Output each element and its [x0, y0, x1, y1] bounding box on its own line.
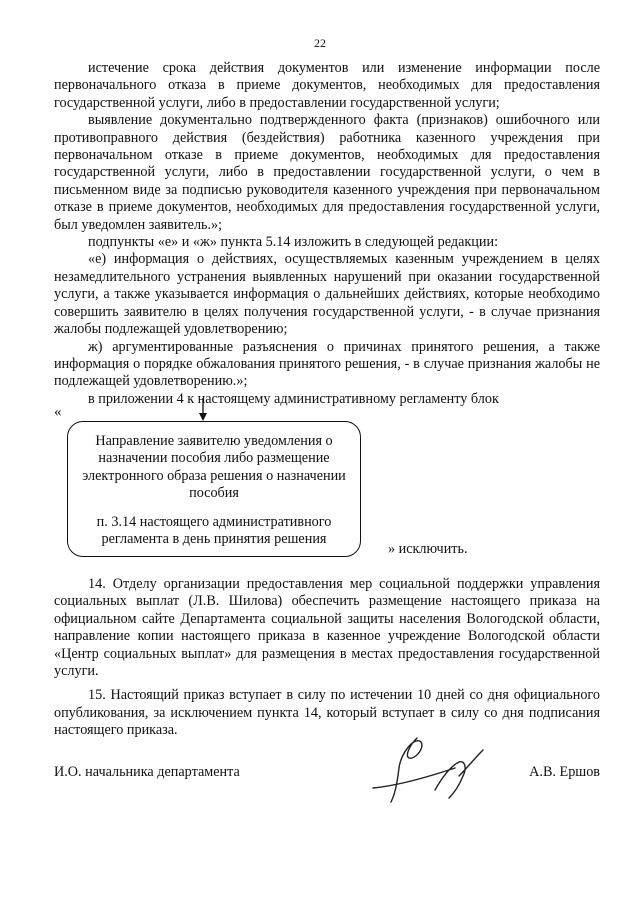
numbered-item: 14. Отделу организации предоставления мер социальной поддержки управления социальных выплат (Л.В. Шилова) обеспечить размещение настоящего приказа на официальном сайте Департамента социальной защиты населения Вологодской области, направление копии настоящего приказа в казенное учреждение Вологодской области «Центр социальных выплат» для размещения в местах предоставления государственной услуги.	[54, 576, 600, 680]
paragraph: ж) аргументированные разъяснения о причинах принятого решения, а также информация о порядке обжалования принятого решения, - в случае признания жалобы не подлежащей удовлетворению.»;	[54, 338, 600, 390]
paragraph: «е) информация о действиях, осуществляемых казенным учреждением в целях незамедлительного устранения выявленных нарушений при оказании государственной услуги, а также указывается информация о дальнейших действиях, которые необходимо совершить заявителю в целях получения государственной услуги, - в случае признания жалобы подлежащей удовлетворению;	[54, 251, 600, 338]
signer-title: И.О. начальника департамента	[54, 764, 240, 780]
body-text	[54, 60, 600, 408]
paragraph: в приложении 4 к настоящему административному регламенту блок	[88, 390, 499, 407]
down-arrow-icon	[196, 398, 210, 422]
page-number: 22	[314, 36, 326, 50]
opening-quote: «	[54, 404, 62, 420]
signer-name: А.В. Ершов	[529, 764, 600, 780]
flowchart-block	[67, 421, 361, 557]
exclude-text: » исключить.	[388, 541, 468, 557]
numbered-item: 15. Настоящий приказ вступает в силу по истечении 10 дней со дня официального опубликования, за исключением пункта 14, который вступает в силу со дня подписания настоящего приказа.	[54, 687, 600, 739]
flowchart-block-title: Направление заявителю уведомления о назначении пособия либо размещение электронного образа решения о назначении пособия	[82, 433, 346, 502]
paragraph: выявление документально подтвержденного факта (признаков) ошибочного или противоправного действия (бездействия) работника казенного учреждения при первоначальном отказе в приеме документов, необходимых для предоставления государственной услуги, либо в предоставлении государственной услуги, о чем в письменном виде за подписью руководителя казенного учреждения при первоначальном отказе в приеме документов, необходимых для предоставления государственной услуги, был уведомлен заявитель.»;	[54, 112, 600, 233]
paragraph: истечение срока действия документов или изменение информации после первоначального отказа в приеме документов, необходимых для предоставления государственной услуги, либо в предоставлении государственной услуги;	[54, 60, 600, 111]
flowchart-block-note: п. 3.14 настоящего административного регламента в день принятия решения	[96, 513, 332, 548]
signature-row	[54, 764, 600, 788]
paragraph: подпункты «е» и «ж» пункта 5.14 изложить в следующей редакции:	[88, 234, 499, 251]
numbered-items	[54, 576, 600, 747]
